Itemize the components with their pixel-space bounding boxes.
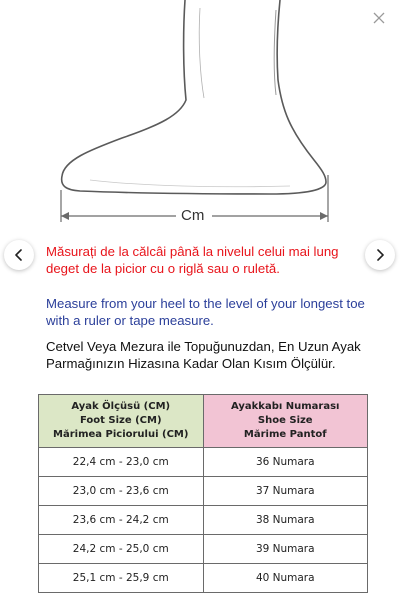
foot-size-cell: 22,4 cm - 23,0 cm — [39, 448, 204, 477]
foot-size-cell: 23,6 cm - 24,2 cm — [39, 506, 204, 535]
instruction-turkish: Cetvel Veya Mezura ile Topuğunuzdan, En Uzun Ayak Parmağınızın Hizasına Kadar Olan Kısım Ölçülür. — [46, 339, 361, 371]
previous-image-button[interactable] — [4, 240, 34, 270]
close-button[interactable] — [369, 8, 389, 28]
foot-size-cell: 24,2 cm - 25,0 cm — [39, 535, 204, 564]
foot-size-header-ro: Mărimea Piciorului (CM) — [53, 429, 189, 440]
size-chart-table — [38, 394, 368, 593]
shoe-size-cell: 39 Numara — [203, 535, 368, 564]
measure-unit-label: Cm — [181, 207, 205, 224]
close-icon — [373, 12, 385, 24]
table-header-row — [39, 395, 368, 448]
shoe-size-header — [203, 395, 368, 448]
table-row — [39, 448, 368, 477]
chevron-left-icon — [14, 249, 24, 261]
foot-size-cell: 25,1 cm - 25,9 cm — [39, 564, 204, 593]
instruction-english: Measure from your heel to the level of your longest toe with a ruler or tape measure. — [46, 296, 365, 328]
next-image-button[interactable] — [365, 240, 395, 270]
foot-size-cell: 23,0 cm - 23,6 cm — [39, 477, 204, 506]
chevron-right-icon — [375, 249, 385, 261]
shoe-size-cell: 38 Numara — [203, 506, 368, 535]
shoe-size-cell: 36 Numara — [203, 448, 368, 477]
table-row — [39, 535, 368, 564]
shoe-size-header-tr: Ayakkabı Numarası — [231, 401, 340, 412]
foot-size-header-en: Foot Size (CM) — [79, 415, 162, 426]
foot-measurement-illustration — [50, 0, 340, 232]
foot-size-header-tr: Ayak Ölçüsü (CM) — [71, 401, 171, 412]
shoe-size-header-ro: Mărime Pantof — [243, 429, 327, 440]
table-row — [39, 477, 368, 506]
table-row — [39, 564, 368, 593]
foot-size-header — [39, 395, 204, 448]
shoe-size-cell: 37 Numara — [203, 477, 368, 506]
shoe-size-cell: 40 Numara — [203, 564, 368, 593]
instruction-romanian: Măsurați de la călcâi până la nivelul celui mai lung deget de la picior cu o riglă sau o ruletă. — [46, 244, 339, 276]
shoe-size-header-en: Shoe Size — [257, 415, 313, 426]
table-row — [39, 506, 368, 535]
